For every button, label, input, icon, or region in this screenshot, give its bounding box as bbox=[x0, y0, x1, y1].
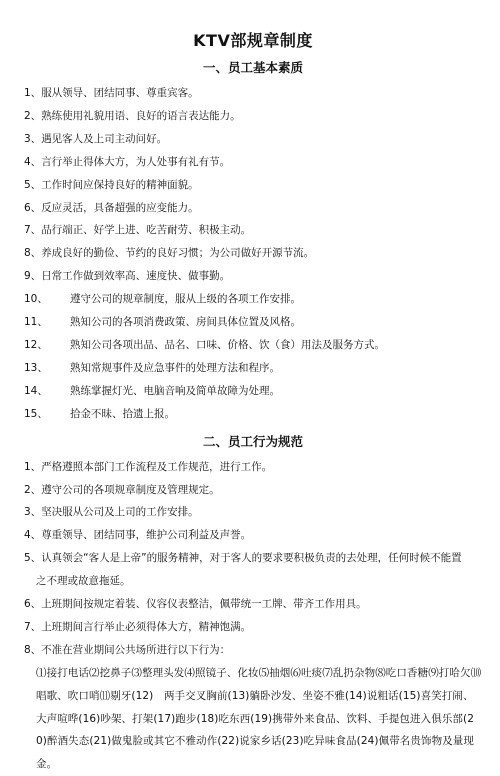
list-item bbox=[24, 265, 482, 288]
list-item-text: 坚决服从公司及上司的工作安排。 bbox=[41, 506, 199, 519]
document-title: KTV部规章制度 bbox=[193, 31, 313, 50]
list-item bbox=[24, 501, 482, 524]
section-heading-basic-qualities: 一、员工基本素质 bbox=[202, 60, 303, 75]
list-item-number: 4、 bbox=[24, 155, 42, 168]
list-item-text: 遵守公司的各项规章制度及管理规定。 bbox=[41, 483, 220, 496]
list-item-number: 12、 bbox=[24, 338, 48, 351]
list-item bbox=[24, 197, 482, 220]
list-item-number: 4、 bbox=[24, 529, 42, 542]
list-item-text: 遵守公司的规章制度，服从上级的各项工作安排。 bbox=[70, 293, 301, 306]
list-item-number: 7、 bbox=[24, 224, 42, 237]
list-item-text: 熟知常规事件及应急事件的处理方法和程序。 bbox=[70, 361, 280, 374]
list-item bbox=[24, 334, 482, 357]
list-item-text: 品行端正、好学上进、吃苦耐劳、积极主动。 bbox=[41, 224, 252, 237]
list-item-number: 8、 bbox=[24, 247, 42, 260]
list-item bbox=[24, 128, 482, 151]
list-item: 7、上班期间言行举止必须得体大方，精神饱满。 bbox=[24, 620, 252, 633]
list-item: 5、认真领会“客人是上帝”的服务精神，对于客人的要求要积极负责的去处理，任何时候不能置 bbox=[24, 552, 462, 565]
list-item-text: 熟练使用礼貌用语、良好的语言表达能力。 bbox=[41, 109, 241, 122]
list-item-number: 2、 bbox=[24, 109, 42, 122]
list-item bbox=[24, 456, 482, 479]
list-item bbox=[24, 357, 482, 380]
list-item-number: 3、 bbox=[24, 132, 42, 145]
list-item bbox=[24, 380, 482, 403]
list-item-number: 9、 bbox=[24, 270, 42, 283]
list-item-number: 6、 bbox=[24, 201, 42, 214]
list-item bbox=[24, 151, 482, 174]
list-item bbox=[24, 311, 482, 334]
list-item bbox=[24, 524, 482, 547]
list-item-text: 反应灵活，具备超强的应变能力。 bbox=[41, 201, 199, 214]
list-item-text: 熟知公司各项出品、品名、口味、价格、饮（食）用法及服务方式。 bbox=[70, 338, 385, 351]
list-item-number: 11、 bbox=[24, 316, 48, 329]
list-item: 6、上班期间按规定着装、仪容仪表整洁，佩带统一工牌、带齐工作用具。 bbox=[24, 598, 367, 611]
list-item-text: 遇见客人及上司主动问好。 bbox=[41, 132, 168, 145]
conduct-rules-list bbox=[24, 456, 482, 548]
list-item-text: 严格遵照本部门工作流程及工作规范，进行工作。 bbox=[41, 460, 273, 473]
list-item-text: 尊重领导、团结同事，维护公司利益及声誉。 bbox=[41, 529, 252, 542]
prohibited-behaviors-paragraph: ⑴接打电话⑵挖鼻子⑶整理头发⑷照镜子、化妆⑸抽烟⑹吐痰⑺乱扔杂物⑻吃口香糖⑼打哈欠⑽唱歌、吹口哨⑾剔牙(12) 两手交叉胸前(13)躺卧沙发、坐姿不雅(14)说粗话(15)喜笑打闹、大声喧哗(16)吵架、打架(17)跑步(18)吃东西(19)携带外来食品、饮料、手提包进入俱乐部(20)醉酒失态(21)做鬼脸或其它不雅动作(22)说家乡话(23)吃异味食品(24)佩带名贵饰物及量现金。 bbox=[36, 666, 482, 771]
list-item-text: 工作时间应保持良好的精神面貌。 bbox=[41, 178, 199, 191]
list-item bbox=[24, 219, 482, 242]
list-item bbox=[24, 288, 482, 311]
list-item bbox=[24, 82, 482, 105]
list-item-number: 15、 bbox=[24, 407, 48, 420]
list-item-text: 熟练掌握灯光、电脑音响及简单故障为处理。 bbox=[70, 384, 280, 397]
list-item: 8、不准在营业期间公共场所进行以下行为： bbox=[24, 643, 231, 656]
list-item-text: 养成良好的勤俭、节约的良好习惯；为公司做好开源节流。 bbox=[41, 247, 315, 260]
list-item-number: 13、 bbox=[24, 361, 48, 374]
list-item-number: 2、 bbox=[24, 483, 42, 496]
section-heading-conduct-rules: 二、员工行为规范 bbox=[202, 433, 303, 449]
list-item bbox=[24, 403, 482, 426]
list-item-number: 5、 bbox=[24, 178, 42, 191]
list-item-number: 1、 bbox=[24, 87, 42, 99]
list-item bbox=[24, 105, 482, 128]
list-item bbox=[24, 479, 482, 502]
list-item bbox=[24, 242, 482, 265]
list-item-text: 言行举止得体大方，为人处事有礼有节。 bbox=[41, 155, 231, 168]
list-item-text: 服从领导、团结同事、尊重宾客。 bbox=[41, 87, 199, 99]
basic-qualities-list bbox=[24, 82, 482, 426]
list-item-text: 日常工作做到效率高、速度快、做事勤。 bbox=[41, 270, 231, 283]
list-item-continuation: 之不理或故意拖延。 bbox=[36, 575, 131, 588]
list-item-number: 3、 bbox=[24, 506, 42, 519]
list-item-text: 拾金不昧、拾遗上报。 bbox=[70, 407, 175, 420]
list-item-text: 熟知公司的各项消费政策、房间具体位置及风格。 bbox=[70, 316, 301, 329]
list-item-number: 1、 bbox=[24, 460, 42, 473]
list-item bbox=[24, 174, 482, 197]
list-item-number: 14、 bbox=[24, 384, 48, 397]
list-item-number: 10、 bbox=[24, 293, 48, 306]
